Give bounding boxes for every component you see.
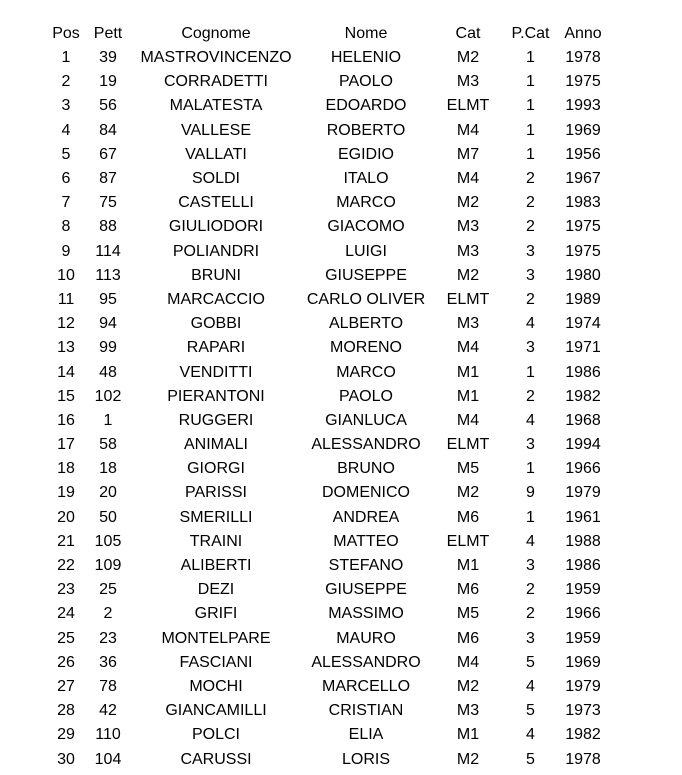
- cell-cat: M4: [456, 411, 480, 429]
- cell-pcat: 3: [526, 339, 535, 357]
- cell-pett: 88: [99, 218, 117, 236]
- cell-nome: MARCELLO: [321, 677, 411, 695]
- cell-nome: MAURO: [336, 629, 396, 647]
- cell-pcat: 1: [526, 508, 535, 526]
- cell-cognome: PARISSI: [185, 484, 247, 502]
- cell-pos: 5: [61, 145, 71, 163]
- cell-pos: 23: [57, 581, 75, 599]
- cell-pcat: 2: [526, 605, 535, 623]
- cell-cognome: CORRADETTI: [164, 73, 268, 91]
- cell-pcat: 1: [526, 460, 535, 478]
- cell-pcat: 3: [526, 629, 535, 647]
- cell-nome: GIUSEPPE: [325, 266, 407, 284]
- cell-nome: BRUNO: [337, 460, 395, 478]
- table-row: [44, 119, 613, 143]
- header-row: [44, 22, 613, 46]
- cell-cognome: SMERILLI: [179, 508, 253, 526]
- cell-cognome: POLCI: [191, 726, 240, 744]
- cell-cat: M6: [456, 581, 480, 599]
- cell-pos: 4: [61, 121, 71, 139]
- cell-pos: 29: [57, 726, 75, 744]
- cell-cognome: PIERANTONI: [167, 387, 265, 405]
- cell-cognome: GRIFI: [194, 605, 238, 623]
- table-row: [44, 215, 613, 239]
- cell-pos: 6: [61, 170, 71, 188]
- cell-cognome: FASCIANI: [179, 653, 253, 671]
- table-row: [44, 578, 613, 602]
- cell-pett: 58: [99, 436, 117, 454]
- cell-anno: 1975: [565, 242, 601, 260]
- cell-nome: EDOARDO: [325, 97, 407, 115]
- cell-pcat: 3: [526, 266, 535, 284]
- cell-pcat: 9: [526, 484, 535, 502]
- cell-nome: STEFANO: [328, 557, 404, 575]
- cell-cognome: GIORGI: [187, 460, 245, 478]
- cell-cat: M1: [456, 363, 480, 381]
- cell-pcat: 1: [526, 121, 535, 139]
- cell-cat: M4: [456, 653, 480, 671]
- cell-nome: ANDREA: [332, 508, 400, 526]
- table-row: [44, 167, 613, 191]
- cell-anno: 1969: [565, 653, 601, 671]
- cell-cognome: VALLESE: [181, 121, 251, 139]
- table-row: [44, 457, 613, 481]
- cell-anno: 1988: [565, 532, 601, 550]
- cell-pos: 27: [57, 677, 75, 695]
- header-nome: Nome: [344, 25, 388, 42]
- cell-cognome: RUGGERI: [178, 411, 254, 429]
- cell-pett: 99: [99, 339, 117, 357]
- table-row: [44, 336, 613, 360]
- cell-cognome: TRAINI: [189, 532, 243, 550]
- cell-pos: 25: [57, 629, 75, 647]
- header-cat: Cat: [455, 25, 481, 42]
- cell-cognome: ALIBERTI: [180, 557, 252, 575]
- cell-cat: M4: [456, 170, 480, 188]
- cell-pcat: 3: [526, 557, 535, 575]
- cell-cat: M2: [456, 484, 480, 502]
- cell-anno: 1961: [565, 508, 601, 526]
- cell-cognome: VALLATI: [185, 145, 247, 163]
- cell-cognome: CASTELLI: [178, 194, 254, 212]
- cell-cat: M5: [456, 605, 480, 623]
- cell-cat: ELMT: [446, 532, 490, 550]
- cell-pos: 14: [57, 363, 75, 381]
- cell-cognome: BRUNI: [191, 266, 241, 284]
- cell-pett: 104: [94, 750, 122, 768]
- cell-pos: 15: [57, 387, 75, 405]
- cell-nome: MATTEO: [333, 532, 399, 550]
- cell-nome: LUIGI: [345, 242, 387, 260]
- table-row: [44, 481, 613, 505]
- table-header: [44, 22, 613, 46]
- cell-anno: 1980: [565, 266, 601, 284]
- table-row: [44, 675, 613, 699]
- cell-pett: 39: [99, 49, 117, 67]
- cell-nome: CRISTIAN: [328, 702, 404, 720]
- cell-pett: 50: [99, 508, 117, 526]
- cell-anno: 1968: [565, 411, 601, 429]
- cell-cat: M3: [456, 73, 480, 91]
- table-row: [44, 627, 613, 651]
- cell-cognome: DEZI: [197, 581, 235, 599]
- cell-pett: 42: [99, 702, 117, 720]
- table-row: [44, 240, 613, 264]
- table-row: [44, 70, 613, 94]
- cell-pett: 110: [95, 726, 121, 744]
- cell-pos: 12: [57, 315, 75, 333]
- cell-cat: M7: [456, 145, 480, 163]
- cell-anno: 1989: [565, 290, 601, 308]
- cell-anno: 1986: [565, 363, 601, 381]
- cell-pett: 67: [99, 145, 117, 163]
- header-anno: Anno: [564, 25, 602, 42]
- cell-anno: 1993: [565, 97, 601, 115]
- cell-pos: 17: [57, 436, 75, 454]
- cell-anno: 1975: [565, 73, 601, 91]
- table-row: [44, 94, 613, 118]
- table-row: [44, 602, 613, 626]
- cell-cognome: MOCHI: [189, 677, 243, 695]
- cell-pett: 84: [99, 121, 117, 139]
- cell-pos: 7: [61, 194, 71, 212]
- cell-pcat: 1: [526, 145, 535, 163]
- cell-pett: 113: [95, 266, 121, 284]
- cell-cat: M4: [456, 121, 480, 139]
- cell-pett: 19: [99, 73, 117, 91]
- cell-pcat: 5: [526, 702, 535, 720]
- table-row: [44, 651, 613, 675]
- cell-nome: MASSIMO: [328, 605, 404, 623]
- cell-cat: ELMT: [446, 290, 490, 308]
- cell-cat: M4: [456, 339, 480, 357]
- cell-cat: M3: [456, 242, 480, 260]
- cell-nome: GIUSEPPE: [325, 581, 407, 599]
- cell-nome: DOMENICO: [322, 484, 410, 502]
- table-row: [44, 312, 613, 336]
- table-row: [44, 191, 613, 215]
- cell-nome: ALESSANDRO: [311, 653, 421, 671]
- cell-anno: 1966: [565, 605, 601, 623]
- cell-nome: CARLO OLIVER: [306, 290, 426, 308]
- cell-cognome: POLIANDRI: [172, 242, 260, 260]
- cell-anno: 1956: [565, 145, 601, 163]
- table-row: [44, 143, 613, 167]
- cell-cat: M2: [456, 194, 480, 212]
- cell-pcat: 1: [526, 97, 535, 115]
- cell-cat: M6: [456, 508, 480, 526]
- cell-cognome: GIANCAMILLI: [165, 702, 267, 720]
- cell-pos: 10: [57, 266, 75, 284]
- cell-nome: ITALO: [343, 170, 389, 188]
- cell-pcat: 4: [526, 315, 535, 333]
- header-pett: Pett: [93, 25, 123, 42]
- table-row: [44, 530, 613, 554]
- cell-nome: GIANLUCA: [325, 411, 407, 429]
- cell-nome: GIACOMO: [327, 218, 405, 236]
- cell-pos: 16: [57, 411, 75, 429]
- table-row: [44, 433, 613, 457]
- cell-cognome: CARUSSI: [180, 750, 252, 768]
- table-row: [44, 699, 613, 723]
- cell-nome: ELIA: [348, 726, 384, 744]
- cell-pos: 26: [57, 653, 75, 671]
- table-row: [44, 554, 613, 578]
- table-row: [44, 46, 613, 70]
- cell-pos: 19: [57, 484, 75, 502]
- cell-anno: 1969: [565, 121, 601, 139]
- cell-pett: 102: [94, 387, 122, 405]
- table-row: [44, 747, 613, 771]
- cell-pcat: 4: [526, 411, 535, 429]
- cell-pcat: 5: [526, 653, 535, 671]
- results-table: [44, 22, 613, 772]
- cell-pett: 75: [99, 194, 117, 212]
- table-row: [44, 723, 613, 747]
- cell-pcat: 4: [526, 726, 535, 744]
- cell-pcat: 1: [526, 49, 535, 67]
- table-row: [44, 264, 613, 288]
- cell-anno: 1979: [565, 484, 601, 502]
- cell-anno: 1986: [565, 557, 601, 575]
- cell-anno: 1975: [565, 218, 601, 236]
- cell-cognome: ANIMALI: [183, 436, 248, 454]
- cell-nome: ALBERTO: [328, 315, 404, 333]
- cell-anno: 1959: [565, 629, 601, 647]
- cell-pcat: 3: [526, 242, 535, 260]
- cell-cat: M1: [456, 387, 480, 405]
- cell-cat: M3: [456, 702, 480, 720]
- cell-pos: 13: [57, 339, 75, 357]
- cell-pett: 109: [94, 557, 122, 575]
- cell-anno: 1973: [565, 702, 601, 720]
- cell-anno: 1982: [565, 387, 601, 405]
- cell-anno: 1982: [565, 726, 601, 744]
- cell-pcat: 3: [526, 436, 535, 454]
- cell-cognome: MONTELPARE: [161, 629, 271, 647]
- table-body: [44, 46, 613, 772]
- cell-pett: 25: [99, 581, 117, 599]
- cell-pett: 48: [99, 363, 117, 381]
- cell-pett: 36: [99, 653, 117, 671]
- cell-pos: 8: [61, 218, 71, 236]
- cell-cat: M1: [456, 557, 480, 575]
- cell-nome: ALESSANDRO: [311, 436, 421, 454]
- cell-pett: 1: [103, 411, 113, 429]
- cell-anno: 1974: [565, 315, 601, 333]
- header-pcat: P.Cat: [511, 25, 550, 42]
- cell-anno: 1967: [565, 170, 601, 188]
- cell-pos: 30: [57, 750, 75, 768]
- cell-pett: 2: [103, 605, 113, 623]
- cell-cat: ELMT: [446, 97, 490, 115]
- cell-pcat: 5: [526, 750, 535, 768]
- cell-cat: ELMT: [446, 436, 490, 454]
- cell-nome: LORIS: [341, 750, 390, 768]
- cell-pos: 20: [57, 508, 75, 526]
- cell-pett: 114: [95, 242, 121, 260]
- cell-anno: 1978: [565, 49, 601, 67]
- cell-anno: 1971: [565, 339, 601, 357]
- cell-pcat: 2: [526, 581, 535, 599]
- cell-cat: M1: [456, 726, 480, 744]
- cell-pett: 56: [99, 97, 117, 115]
- cell-nome: MORENO: [330, 339, 402, 357]
- table-row: [44, 288, 613, 312]
- cell-pos: 18: [57, 460, 75, 478]
- cell-cat: M2: [456, 49, 480, 67]
- cell-pett: 105: [94, 532, 122, 550]
- cell-pett: 23: [99, 629, 117, 647]
- cell-cognome: VENDITTI: [179, 363, 253, 381]
- cell-anno: 1959: [565, 581, 601, 599]
- cell-pos: 24: [57, 605, 75, 623]
- table-row: [44, 360, 613, 384]
- cell-pcat: 2: [526, 387, 535, 405]
- cell-anno: 1994: [565, 436, 601, 454]
- cell-pcat: 2: [526, 290, 535, 308]
- cell-pos: 11: [57, 290, 75, 308]
- cell-pos: 9: [61, 242, 71, 260]
- cell-pos: 1: [61, 49, 71, 67]
- cell-pcat: 4: [526, 677, 535, 695]
- cell-cat: M2: [456, 266, 480, 284]
- table-row: [44, 385, 613, 409]
- cell-cat: M2: [456, 750, 480, 768]
- cell-pcat: 4: [526, 532, 535, 550]
- header-cognome: Cognome: [181, 25, 251, 42]
- table-row: [44, 409, 613, 433]
- cell-anno: 1966: [565, 460, 601, 478]
- cell-cognome: RAPARI: [186, 339, 246, 357]
- cell-pcat: 2: [526, 194, 535, 212]
- cell-pett: 95: [99, 290, 117, 308]
- header-pos: Pos: [52, 25, 80, 42]
- cell-cat: M6: [456, 629, 480, 647]
- cell-pcat: 2: [526, 218, 535, 236]
- cell-nome: HELENIO: [330, 49, 402, 67]
- cell-cognome: MALATESTA: [169, 97, 263, 115]
- cell-pcat: 2: [526, 170, 535, 188]
- cell-pett: 94: [99, 315, 117, 333]
- cell-cognome: MARCACCIO: [167, 290, 265, 308]
- cell-cognome: GOBBI: [190, 315, 242, 333]
- cell-pett: 18: [99, 460, 117, 478]
- cell-cognome: MASTROVINCENZO: [140, 49, 292, 67]
- cell-pos: 21: [57, 532, 75, 550]
- cell-pett: 20: [99, 484, 117, 502]
- cell-anno: 1979: [565, 677, 601, 695]
- cell-pos: 2: [61, 73, 71, 91]
- cell-cat: M2: [456, 677, 480, 695]
- cell-nome: MARCO: [336, 363, 396, 381]
- cell-pos: 22: [57, 557, 75, 575]
- cell-pett: 87: [99, 170, 117, 188]
- table-row: [44, 506, 613, 530]
- cell-cat: M5: [456, 460, 480, 478]
- cell-pos: 3: [61, 97, 71, 115]
- cell-nome: EGIDIO: [337, 145, 394, 163]
- cell-pos: 28: [57, 702, 75, 720]
- cell-cat: M3: [456, 315, 480, 333]
- cell-cognome: SOLDI: [191, 170, 240, 188]
- cell-pcat: 1: [526, 363, 535, 381]
- cell-anno: 1978: [565, 750, 601, 768]
- cell-nome: PAOLO: [339, 387, 393, 405]
- cell-pcat: 1: [526, 73, 535, 91]
- cell-cognome: GIULIODORI: [168, 218, 264, 236]
- cell-anno: 1983: [565, 194, 601, 212]
- cell-nome: MARCO: [336, 194, 396, 212]
- cell-nome: ROBERTO: [326, 121, 406, 139]
- cell-nome: PAOLO: [339, 73, 393, 91]
- cell-pett: 78: [99, 677, 117, 695]
- cell-cat: M3: [456, 218, 480, 236]
